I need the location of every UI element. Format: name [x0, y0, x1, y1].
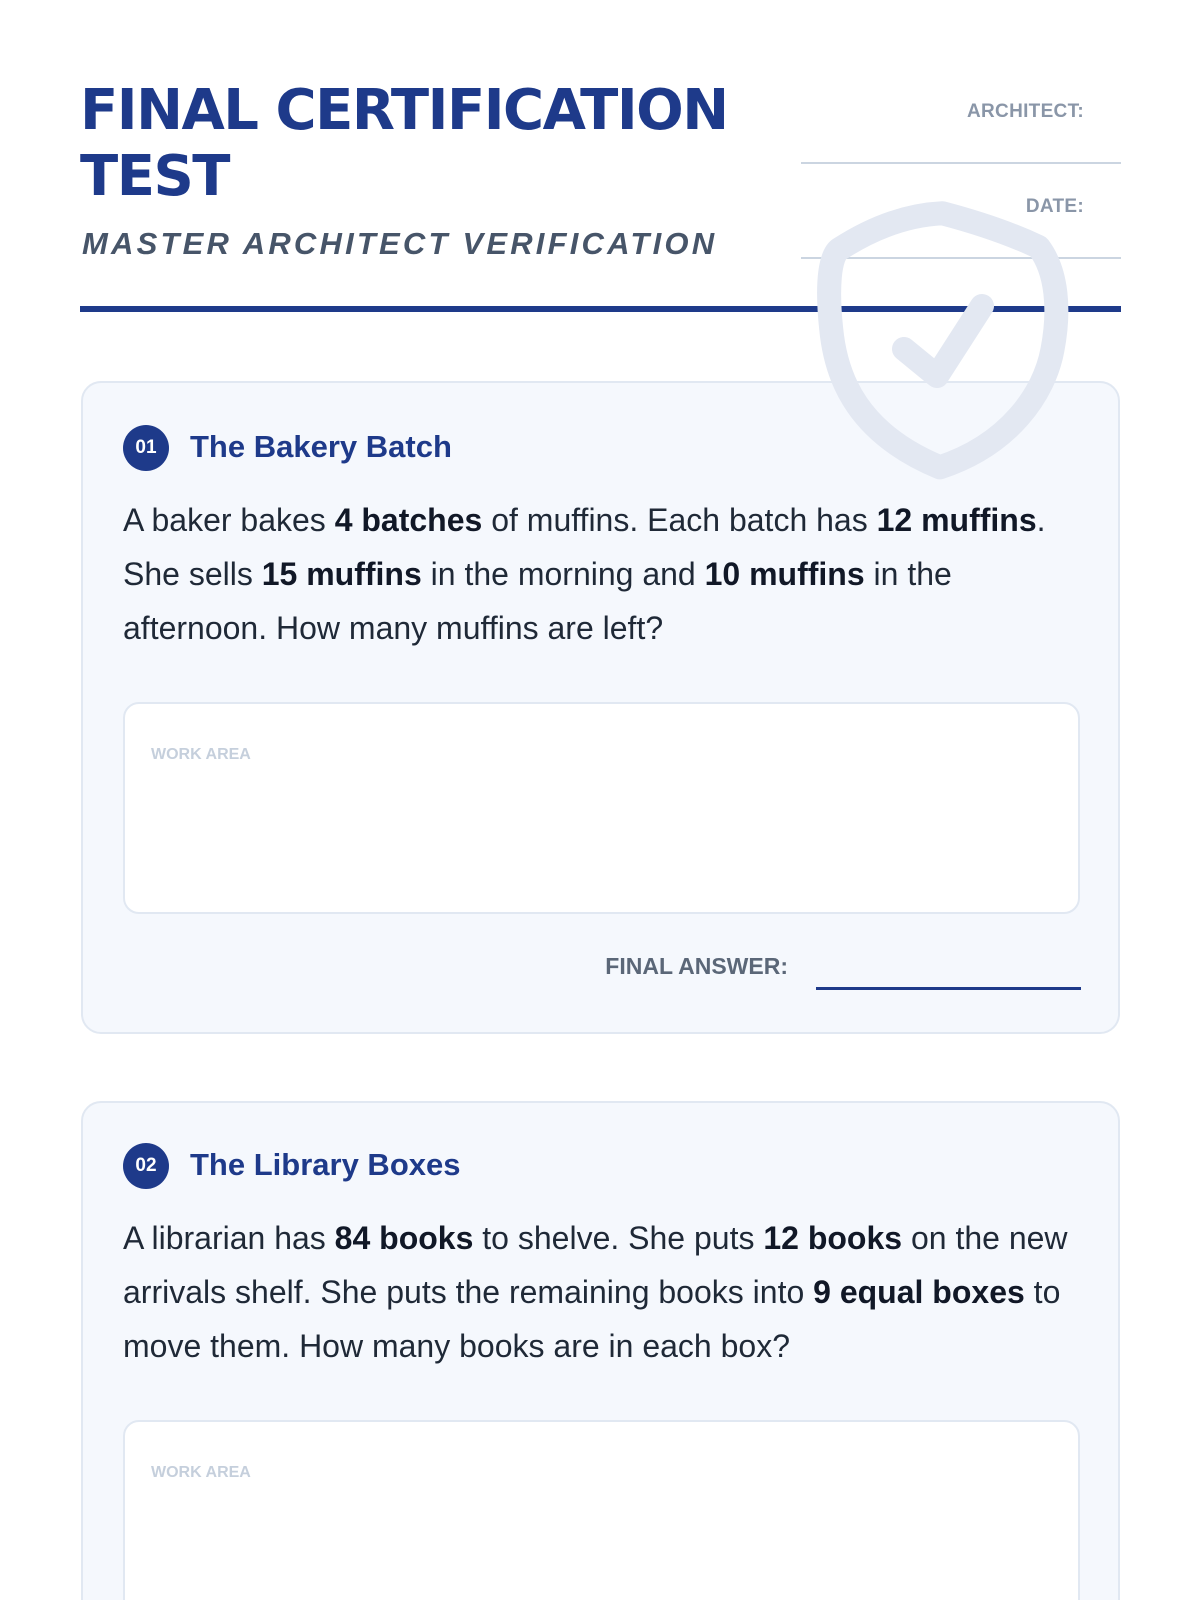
question-text-fragment: in the afternoon. How many muffins are left?	[123, 556, 952, 646]
question-title: The Bakery Batch	[190, 429, 452, 464]
question-text	[123, 1211, 1083, 1373]
question-text	[123, 493, 1083, 655]
question-text-fragment: . She sells	[123, 502, 1046, 592]
question-key-value: 10 muffins	[704, 556, 865, 592]
question-text-fragment: of muffins. Each batch has	[482, 502, 877, 538]
work-area[interactable]	[123, 702, 1080, 914]
question-number-badge: 01	[123, 425, 169, 471]
question-key-value: 9 equal boxes	[813, 1274, 1025, 1310]
architect-field[interactable]	[801, 162, 1121, 164]
question-number-badge: 02	[123, 1143, 169, 1189]
question-key-value: 15 muffins	[261, 556, 422, 592]
header-divider	[80, 306, 1121, 312]
work-area-label: WORK AREA	[151, 746, 251, 763]
work-area-label: WORK AREA	[151, 1464, 251, 1481]
question-card-2	[81, 1101, 1120, 1600]
question-text-fragment: A librarian has	[123, 1220, 335, 1256]
question-text-fragment: on the new arrivals shelf. She puts the remaining books into	[123, 1220, 1068, 1310]
date-field[interactable]	[801, 257, 1121, 259]
question-key-value: 4 batches	[334, 502, 483, 538]
question-text-fragment: in the morning and	[421, 556, 705, 592]
question-card-1	[81, 381, 1120, 1034]
question-text-fragment: to shelve. She puts	[473, 1220, 764, 1256]
architect-label: ARCHITECT:	[967, 101, 1084, 122]
work-area[interactable]	[123, 1420, 1080, 1600]
page-title: FINAL CERTIFICATION TEST	[80, 78, 728, 209]
question-text-fragment: A baker bakes	[123, 502, 335, 538]
question-key-value: 84 books	[334, 1220, 474, 1256]
question-title: The Library Boxes	[190, 1147, 461, 1182]
date-label: DATE:	[1025, 196, 1084, 217]
final-answer-label: FINAL ANSWER:	[605, 953, 788, 979]
final-answer-field[interactable]	[816, 987, 1081, 990]
question-key-value: 12 muffins	[876, 502, 1037, 538]
page-subtitle: MASTER ARCHITECT VERIFICATION	[82, 226, 718, 261]
question-text-fragment: to move them. How many books are in each box?	[123, 1274, 1061, 1364]
question-key-value: 12 books	[763, 1220, 903, 1256]
